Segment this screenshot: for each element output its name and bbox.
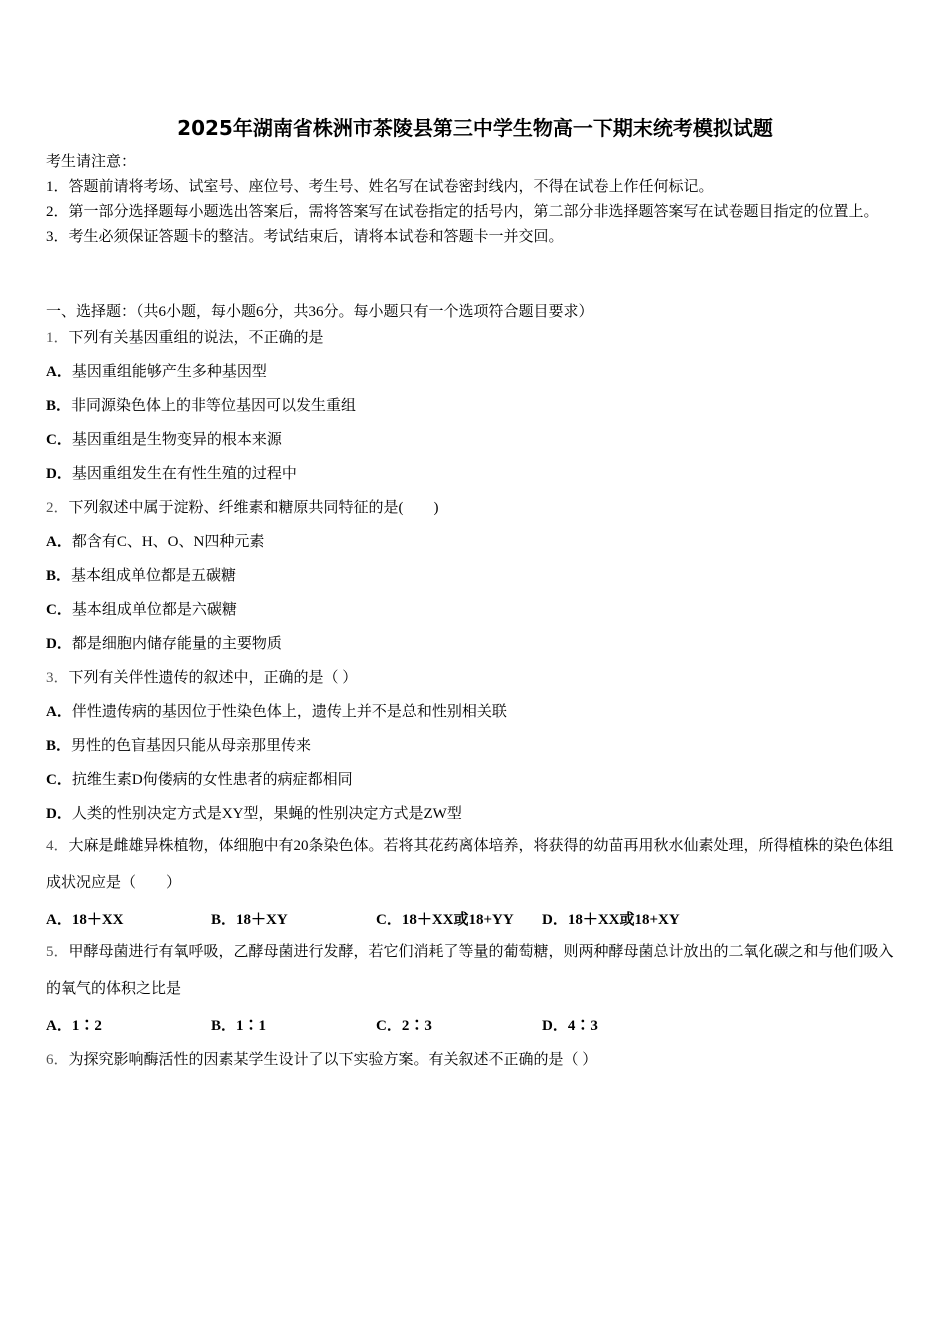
question-number: 4．: [46, 838, 69, 854]
option-a[interactable]: A．1∶2: [46, 1018, 102, 1034]
option-c[interactable]: C．抗维生素D佝偻病的女性患者的病症都相同: [46, 772, 353, 788]
question-text: 下列叙述中属于淀粉、纤维素和糖原共同特征的是( ): [68, 500, 439, 516]
option-a[interactable]: A．基因重组能够产生多种基因型: [46, 364, 267, 380]
question-2: [46, 496, 906, 517]
question-number: 2．: [46, 500, 69, 516]
question-text: 大麻是雌雄异株植物，体细胞中有20条染色体。若将其花药离体培养，将获得的幼苗再用秋水仙素处理，所得植株的染色体组成状况应是（ ）: [46, 838, 894, 891]
option-c[interactable]: C．基本组成单位都是六碳糖: [46, 602, 237, 618]
option-b[interactable]: B．18＋XY: [211, 912, 288, 928]
question-text: 为探究影响酶活性的因素某学生设计了以下实验方案。有关叙述不正确的是（ ）: [68, 1052, 598, 1068]
option-c[interactable]: C．18＋XX或18+YY: [376, 912, 514, 928]
question-3: [46, 666, 906, 687]
option-b[interactable]: B．非同源染色体上的非等位基因可以发生重组: [46, 398, 357, 414]
question-number: 1．: [46, 330, 69, 346]
notice-heading: 考生请注意：: [46, 154, 137, 170]
question-number: 5．: [46, 944, 69, 960]
option-d[interactable]: D．人类的性别决定方式是XY型，果蝇的性别决定方式是ZW型: [46, 806, 462, 822]
option-a[interactable]: A．伴性遗传病的基因位于性染色体上，遗传上并不是总和性别相关联: [46, 704, 507, 720]
notice-item: 3．考生必须保证答题卡的整洁。考试结束后，请将本试卷和答题卡一并交回。: [46, 229, 564, 245]
question-number: 6．: [46, 1052, 69, 1068]
notice-item: 1．答题前请将考场、试室号、座位号、考生号、姓名写在试卷密封线内，不得在试卷上作任何标记。: [46, 179, 714, 195]
option-a[interactable]: A．都含有C、H、O、N四种元素: [46, 534, 265, 550]
notice-block: [46, 150, 906, 250]
option-a[interactable]: A．18＋XX: [46, 912, 124, 928]
notice-item: 2．第一部分选择题每小题选出答案后，需将答案写在试卷指定的括号内，第二部分非选择题答案写在试卷题目指定的位置上。: [46, 204, 879, 220]
option-d[interactable]: D．18＋XX或18+XY: [542, 912, 680, 928]
option-c[interactable]: C．基因重组是生物变异的根本来源: [46, 432, 282, 448]
question-text: 下列有关基因重组的说法，不正确的是: [68, 330, 324, 346]
option-c[interactable]: C．2∶3: [376, 1018, 432, 1034]
section-heading: 一、选择题：（共6小题，每小题6分，共36分。每小题只有一个选项符合题目要求）: [46, 304, 594, 320]
question-text: 下列有关伴性遗传的叙述中，正确的是（ ）: [68, 670, 358, 686]
option-b[interactable]: B．基本组成单位都是五碳糖: [46, 568, 237, 584]
option-b[interactable]: B．男性的色盲基因只能从母亲那里传来: [46, 738, 312, 754]
question-1: [46, 326, 906, 347]
option-d[interactable]: D．都是细胞内储存能量的主要物质: [46, 636, 282, 652]
question-4: [46, 828, 906, 902]
option-b[interactable]: B．1∶1: [211, 1018, 267, 1034]
option-d[interactable]: D．4∶3: [542, 1018, 598, 1034]
question-6: [46, 1048, 906, 1069]
question-5: [46, 934, 906, 1008]
question-text: 甲酵母菌进行有氧呼吸，乙酵母菌进行发酵，若它们消耗了等量的葡萄糖，则两种酵母菌总计放出的二氧化碳之和与他们吸入的氧气的体积之比是: [46, 944, 894, 997]
option-d[interactable]: D．基因重组发生在有性生殖的过程中: [46, 466, 297, 482]
question-number: 3．: [46, 670, 69, 686]
exam-title: 2025年湖南省株洲市茶陵县第三中学生物高一下期末统考模拟试题: [177, 116, 773, 140]
